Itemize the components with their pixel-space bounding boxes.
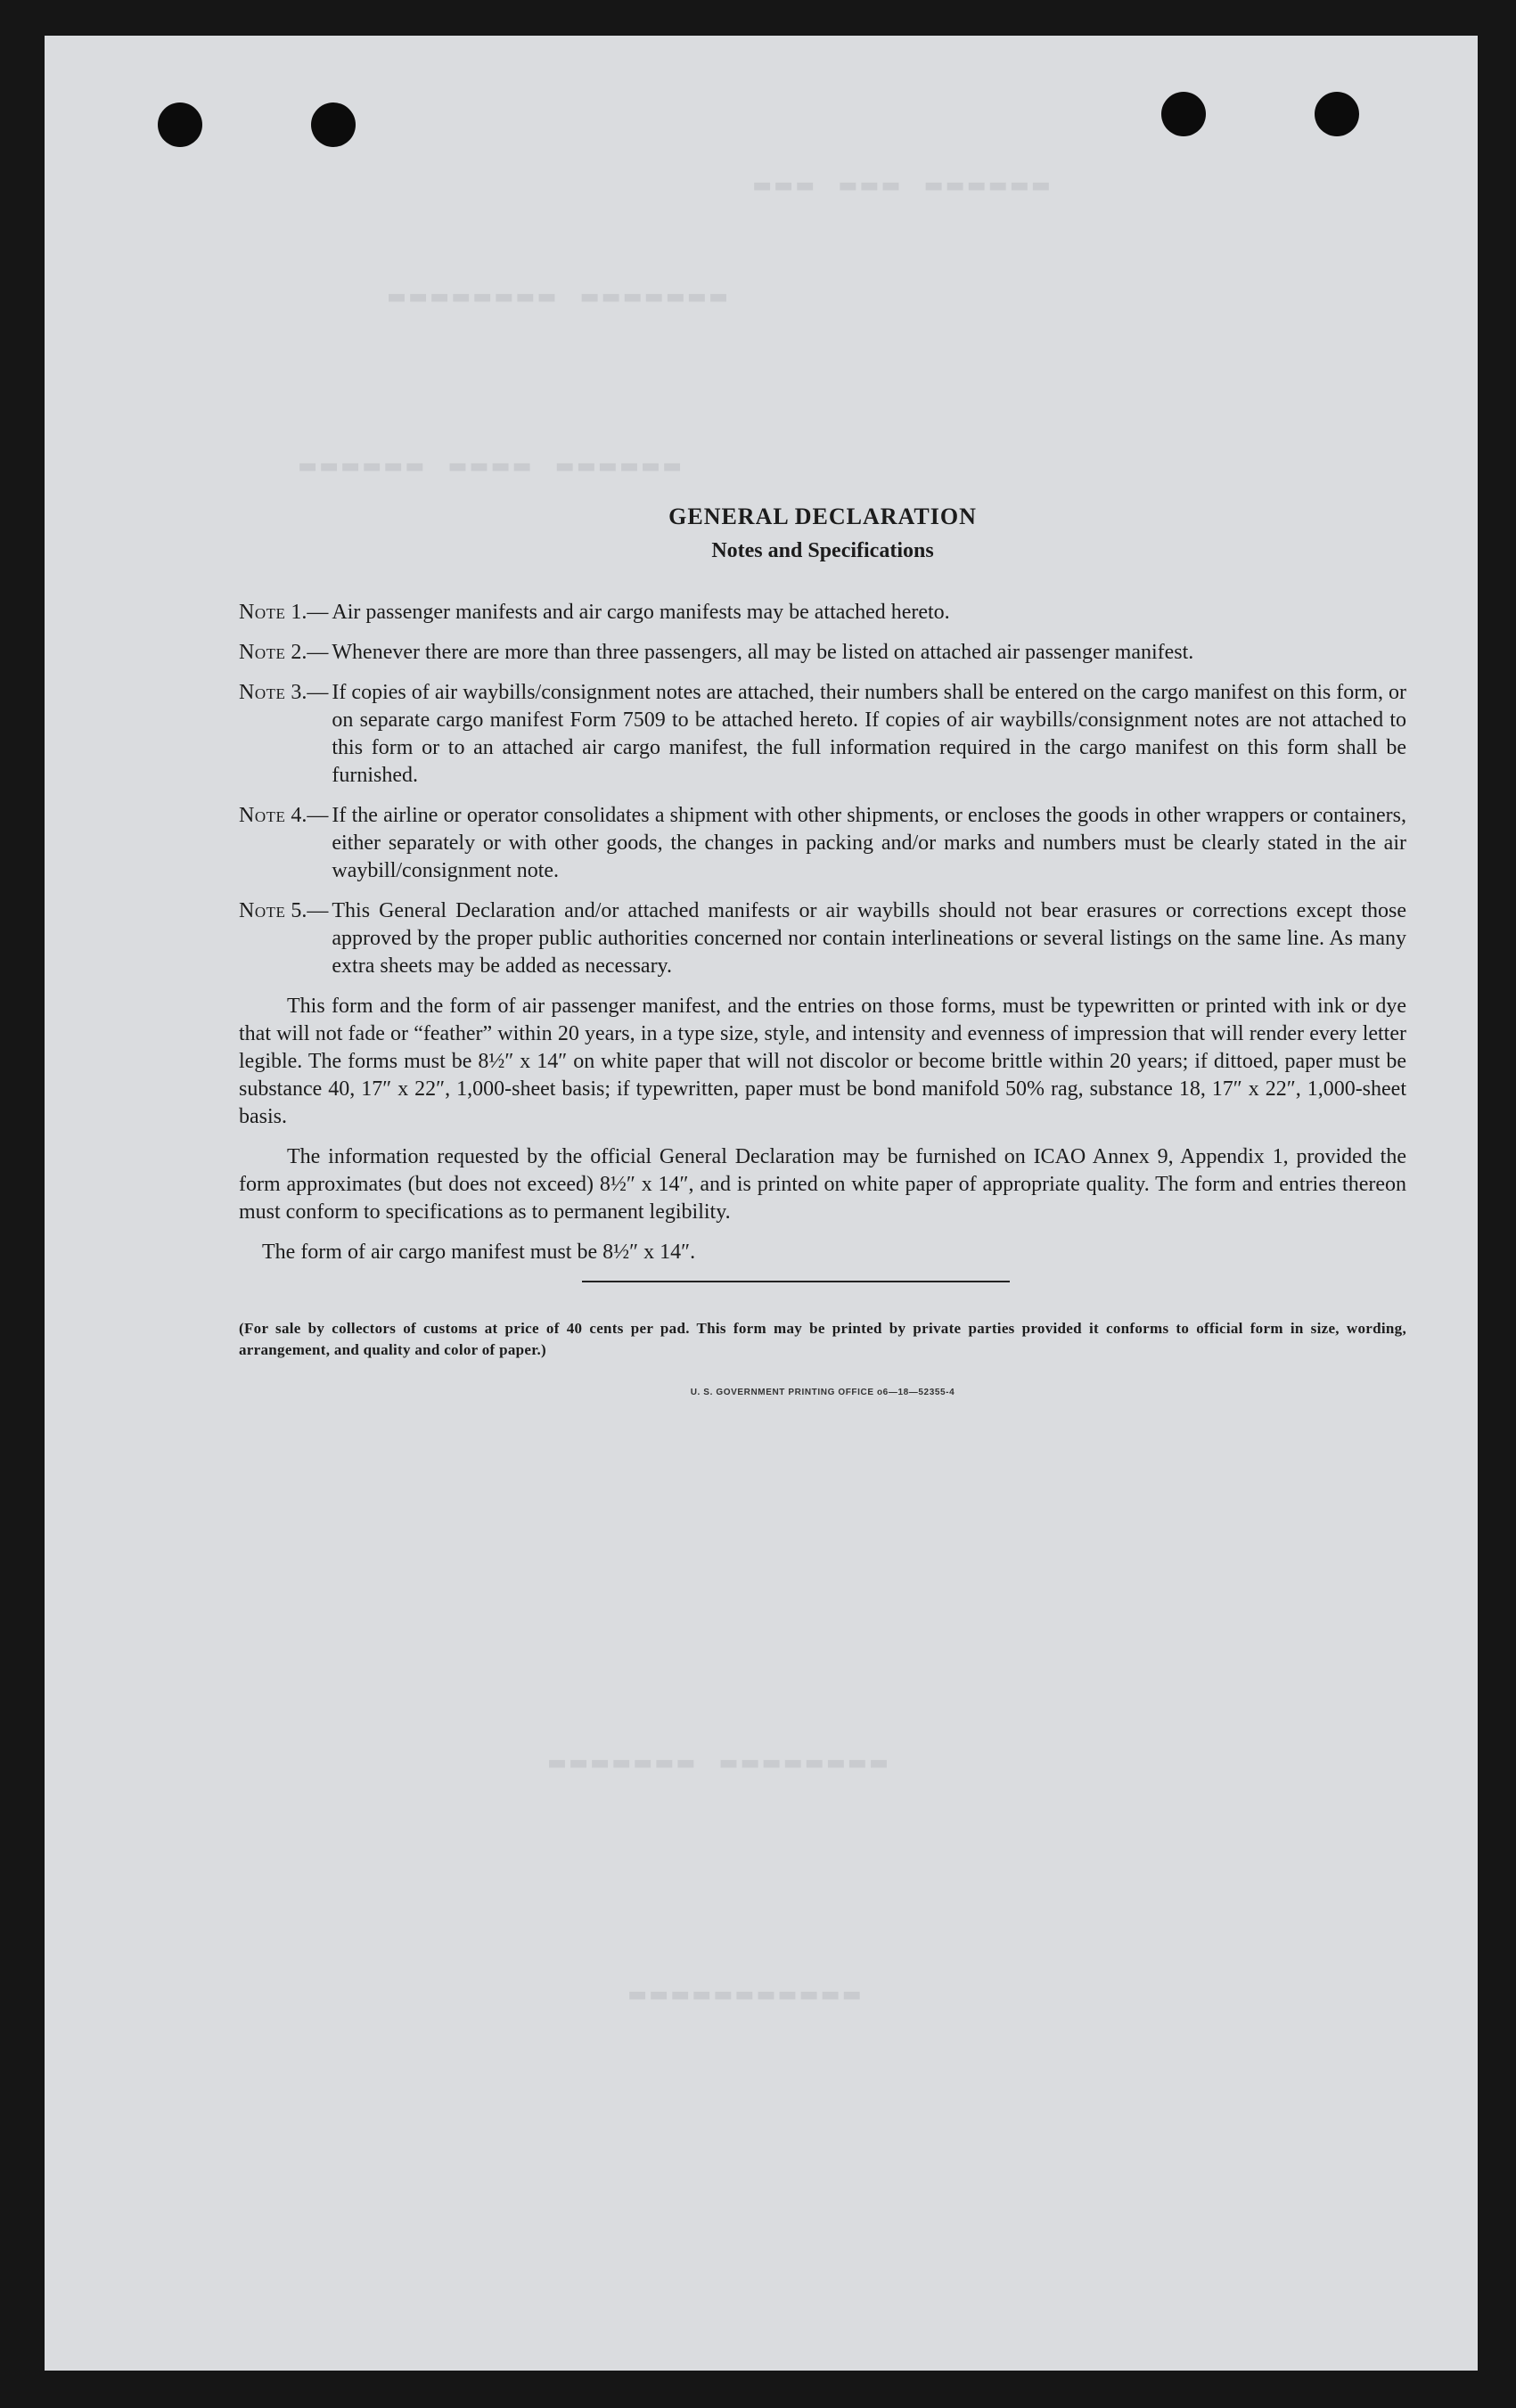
- bleed-through-mark: ▬▬▬▬▬▬ ▬▬▬ ▬▬▬: [749, 169, 1049, 201]
- bleed-through-mark: ▬▬▬▬▬▬▬▬ ▬▬▬▬▬▬▬: [544, 1747, 887, 1778]
- page-subtitle: Notes and Specifications: [711, 539, 934, 562]
- note-label: Note 3.—: [239, 681, 329, 704]
- sale-notice: (For sale by collectors of customs at price of 40 cents per pad. This form may be printed by private parties provided it conforms to official form in size, wording, arrangement, and quality and color of paper.): [239, 1320, 1406, 1358]
- page-title: GENERAL DECLARATION: [668, 504, 977, 529]
- note-2: [239, 639, 1406, 667]
- note-text: This General Declaration and/or attached manifests or air waybills should not bear erasures or corrections except those approved by the proper public authorities concerned nor contain interlineations or several listings on the same line. As many extra sheets may be added as necessary.: [332, 899, 1406, 978]
- note-text: Air passenger manifests and air cargo manifests may be attached hereto.: [332, 601, 950, 624]
- printer-imprint: U. S. GOVERNMENT PRINTING OFFICE o6—18—52355-4: [690, 1388, 955, 1397]
- note-label: Note 5.—: [239, 899, 329, 922]
- cargo-manifest-note: The form of air cargo manifest must be 8½″ x 14″.: [262, 1241, 696, 1264]
- note-4: [239, 802, 1406, 885]
- document-page: [45, 36, 1478, 2371]
- note-text: If copies of air waybills/consignment notes are attached, their numbers shall be entered on the cargo manifest on this form, or on separate cargo manifest Form 7509 to be attached hereto. If copies of air waybills/consignment notes are not attached to this form or to an attached air cargo manifest, the full information required in the cargo manifest on this form shall be furnished.: [332, 681, 1406, 787]
- note-text: Whenever there are more than three passengers, all may be listed on attached air passenger manifest.: [332, 641, 1194, 664]
- bleed-through-mark: ▬▬▬▬▬▬ ▬▬▬▬ ▬▬▬▬▬▬: [294, 450, 681, 481]
- note-5: [239, 897, 1406, 980]
- bleed-through-mark: ▬▬▬▬▬▬▬▬▬▬▬: [624, 1978, 860, 2010]
- punch-hole-top-right: [1315, 92, 1359, 136]
- form-requirements-paragraph: This form and the form of air passenger manifest, and the entries on those forms, must be typewritten or printed with ink or dye that will not fade or “feather” within 20 years, in a type size, style, and intensity and evenness of impression that will render every letter legible. The forms must be 8½″ x 14″ on white paper that will not discolor or become brittle within 20 years; if dittoed, paper must be substance 40, 17″ x 22″, 1,000-sheet basis; if typewritten, paper must be bond manifold 50% rag, substance 18, 17″ x 22″, 1,000-sheet basis.: [239, 995, 1406, 1128]
- punch-hole-top-left: [158, 102, 202, 147]
- note-label: Note 4.—: [239, 804, 329, 827]
- punch-hole-top-left-inner: [311, 102, 356, 147]
- note-3: [239, 679, 1406, 790]
- punch-hole-top-right-inner: [1161, 92, 1206, 136]
- declaration-notes: [239, 504, 1406, 1397]
- note-label: Note 2.—: [239, 641, 329, 664]
- icao-paragraph: The information requested by the official General Declaration may be furnished on ICAO Annex 9, Appendix 1, provided the form approximates (but does not exceed) 8½″ x 14″, and is printed on white paper of appropriate quality. The form and entries thereon must conform to specifications as to permanent legibility.: [239, 1145, 1406, 1224]
- note-text: If the airline or operator consolidates a shipment with other shipments, or encloses the goods in other wrappers or containers, either separately or with other goods, the changes in packing and/or marks and numbers must be clearly stated in the air waybill/consignment note.: [332, 804, 1406, 882]
- bleed-through-mark: ▬▬▬▬▬▬▬ ▬▬▬▬▬▬▬▬: [383, 281, 726, 312]
- divider-rule: [582, 1281, 1010, 1282]
- note-label: Note 1.—: [239, 601, 329, 624]
- note-1: [239, 599, 1406, 627]
